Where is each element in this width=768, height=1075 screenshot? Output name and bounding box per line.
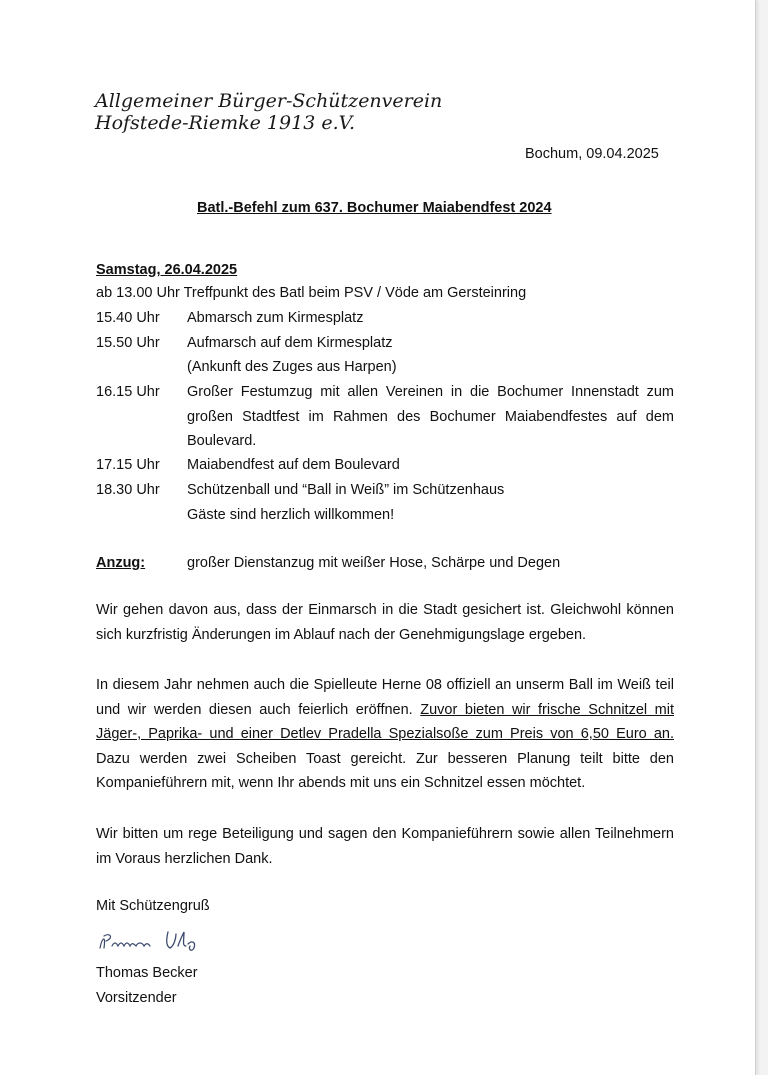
paragraph-ball-planning: Dazu werden zwei Scheiben Toast gereicht. Zur besseren Planung teilt bitte den Kompanieführern mit, wenn Ihr abends mit uns ein Schnitzel essen möchtet. xyxy=(96,750,674,791)
schedule-desc: (Ankunft des Zuges aus Harpen) xyxy=(187,359,397,375)
signer-name: Thomas Becker xyxy=(96,965,198,981)
org-line-1: Allgemeiner Bürger-Schützenverein xyxy=(95,90,443,112)
document-title: Batl.-Befehl zum 637. Bochumer Maiabendfest 2024 xyxy=(197,200,552,216)
schedule-desc: Abmarsch zum Kirmesplatz xyxy=(187,310,364,326)
schnitzel-offer: Zuvor bieten wir frische Schnitzel mit Jäger-, Paprika- und einer Detlev Pradella Spezialsoße zum Preis von 6,50 Euro an. xyxy=(96,701,674,742)
schedule-desc: ab 13.00 Uhr Treffpunkt des Batl beim PSV / Vöde am Gersteinring xyxy=(96,285,527,301)
dress-code-text: großer Dienstanzug mit weißer Hose, Schärpe und Degen xyxy=(187,555,561,571)
schedule-desc: Aufmarsch auf dem Kirmesplatz xyxy=(187,335,393,351)
schedule-desc: Schützenball und “Ball in Weiß” im Schützenhaus xyxy=(187,482,505,498)
place-date: Bochum, 09.04.2025 xyxy=(525,146,659,162)
dress-code-label: Anzug: xyxy=(96,555,146,571)
schedule-time: 15.40 Uhr xyxy=(96,310,160,326)
signer-role: Vorsitzender xyxy=(96,990,177,1006)
paragraph-ball-intro: In diesem Jahr nehmen auch die Spielleute Herne 08 offiziell an unserm Ball im Weiß teil und wir werden diesen auch feierlich eröffnen. xyxy=(96,677,674,718)
schedule-desc: Maiabendfest auf dem Boulevard xyxy=(187,457,400,473)
org-line-2: Hofstede-Riemke 1913 e.V. xyxy=(95,112,356,134)
paragraph-thanks: Wir bitten um rege Beteiligung und sagen den Kompanieführern sowie allen Teilnehmern im Voraus herzlichen Dank. xyxy=(96,826,674,867)
closing-greeting: Mit Schützengruß xyxy=(96,898,210,914)
paragraph-ball xyxy=(96,673,674,796)
schedule-time: 18.30 Uhr xyxy=(96,482,160,498)
event-day: Samstag, 26.04.2025 xyxy=(96,262,238,278)
organization-name xyxy=(95,90,442,134)
paragraph-route: Wir gehen davon aus, dass der Einmarsch in die Stadt gesichert ist. Gleichwohl können sich kurzfristig Änderungen im Ablauf nach der Genehmigungslage ergeben. xyxy=(96,602,674,643)
schedule-desc: Gäste sind herzlich willkommen! xyxy=(187,507,395,523)
schedule-time: 16.15 Uhr xyxy=(96,384,160,400)
signature xyxy=(96,926,216,956)
schedule-desc: Großer Festumzug mit allen Vereinen in die Bochumer Innenstadt zum großen Stadtfest im Rahmen des Bochumer Maiabendfestes auf dem Boulevard. xyxy=(187,384,674,449)
schedule-time: 15.50 Uhr xyxy=(96,335,160,351)
schedule-time: 17.15 Uhr xyxy=(96,457,160,473)
